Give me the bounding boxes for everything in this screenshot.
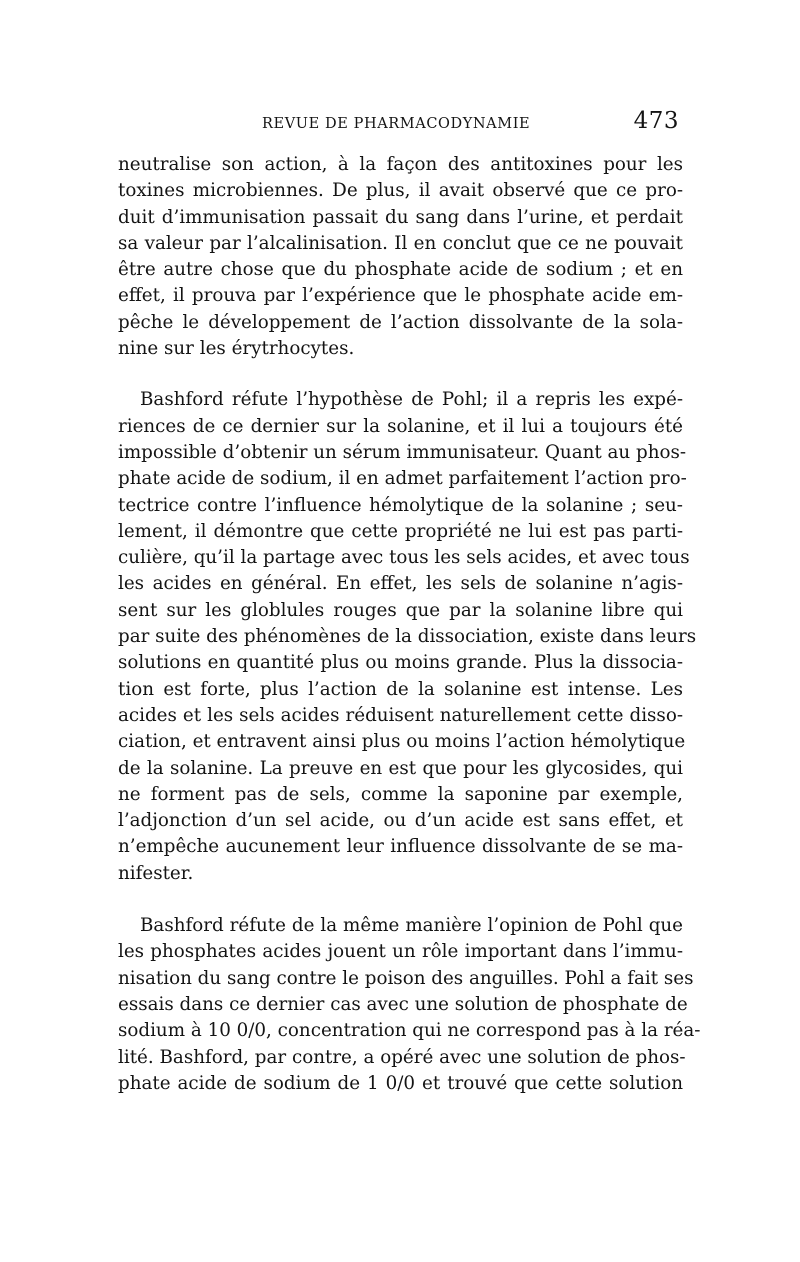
paragraph-2 (118, 387, 697, 887)
text-line: acides et les sels acides réduisent naturellement cette disso- (118, 704, 683, 726)
book-page (118, 108, 701, 1097)
text-line: nifester. (118, 862, 194, 884)
paragraph-1 (118, 152, 683, 362)
text-line: sent sur les globlules rouges que par la solanine libre qui (118, 599, 683, 621)
text-line: les acides en général. En effet, les sels de solanine n’agis- (118, 573, 683, 595)
text-line: essais dans ce dernier cas avec une solution de phosphate de (118, 993, 688, 1015)
text-line: pêche le développement de l’action dissolvante de la sola- (118, 311, 683, 333)
page-number: 473 (633, 108, 679, 134)
text-line: par suite des phénomènes de la dissociation, existe dans leurs (118, 626, 697, 648)
text-line: sa valeur par l’alcalinisation. Il en conclut que ce ne pouvait (118, 232, 683, 254)
text-line: n’empêche aucunement leur influence dissolvante de se ma- (118, 836, 683, 858)
text-line: culière, qu’il la partage avec tous les sels acides, et avec tous (118, 547, 690, 569)
text-line: sodium à 10 0/0, concentration qui ne correspond pas à la réa- (118, 1020, 701, 1042)
text-line: Bashford réfute l’hypothèse de Pohl; il a repris les expé- (140, 389, 683, 411)
text-line: riences de ce dernier sur la solanine, et il lui a toujours été (118, 415, 683, 437)
text-line: toxines microbiennes. De plus, il avait observé que ce pro- (118, 180, 683, 202)
text-line: lement, il démontre que cette propriété ne lui est pas parti- (118, 520, 683, 542)
running-head (118, 108, 683, 142)
text-line: neutralise son action, à la façon des antitoxines pour les (118, 154, 683, 175)
text-line: de la solanine. La preuve en est que pour les glycosides, qui (118, 757, 683, 779)
text-line: tion est forte, plus l’action de la solanine est intense. Les (118, 678, 683, 700)
text-line: Bashford réfute de la même manière l’opinion de Pohl que (140, 915, 683, 937)
text-line: être autre chose que du phosphate acide de sodium ; et en (118, 259, 683, 281)
text-line: ciation, et entravent ainsi plus ou moins l’action hémolytique (118, 731, 686, 753)
text-line: les phosphates acides jouent un rôle important dans l’immu- (118, 941, 683, 963)
text-line: effet, il prouva par l’expérience que le phosphate acide em- (118, 285, 683, 307)
text-line: l’adjonction d’un sel acide, ou d’un acide est sans effet, et (118, 810, 683, 832)
text-line: nisation du sang contre le poison des anguilles. Pohl a fait ses (118, 967, 694, 989)
text-line: impossible d’obtenir un sérum immunisateur. Quant au phos- (118, 441, 687, 463)
text-line: ne forment pas de sels, comme la saponine par exemple, (118, 783, 683, 805)
running-title: REVUE DE PHARMACODYNAMIE (262, 116, 531, 132)
text-line: solutions en quantité plus ou moins grande. Plus la dissocia- (118, 652, 683, 674)
text-line: nine sur les érytrhocytes. (118, 338, 355, 360)
text-line: duit d’immunisation passait du sang dans l’urine, et perdait (118, 206, 683, 228)
paragraph-3 (118, 913, 701, 1097)
text-line: phate acide de sodium, il en admet parfaitement l’action pro- (118, 468, 687, 490)
text-line: tectrice contre l’influence hémolytique de la solanine ; seu- (118, 494, 683, 516)
text-line: phate acide de sodium de 1 0/0 et trouvé que cette solution (118, 1072, 683, 1094)
text-line: lité. Bashford, par contre, a opéré avec une solution de phos- (118, 1046, 686, 1068)
